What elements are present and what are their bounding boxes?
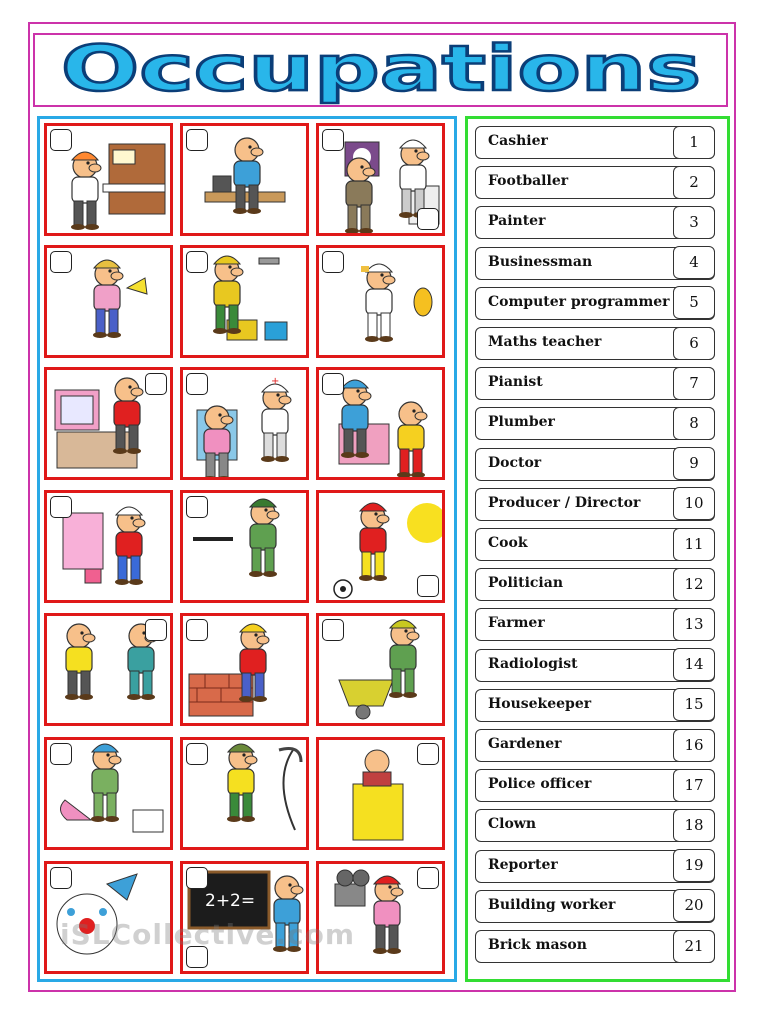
occupation-number: 20 (673, 889, 715, 922)
occupation-row (475, 407, 715, 440)
occupation-row (475, 568, 715, 601)
occupation-label: Cashier (488, 133, 548, 149)
occupation-label: Gardener (488, 736, 562, 752)
occupation-row (475, 287, 715, 320)
answer-checkbox[interactable] (50, 867, 72, 889)
occupation-row (475, 327, 715, 360)
occupation-number: 14 (673, 648, 715, 681)
occupation-number: 16 (673, 729, 715, 762)
occupation-label: Radiologist (488, 655, 578, 672)
occupation-number: 3 (673, 206, 715, 239)
occupation-label: Painter (488, 213, 546, 230)
occupation-row (475, 729, 715, 762)
occupation-label: Brick mason (488, 937, 587, 953)
answer-checkbox[interactable] (186, 373, 208, 395)
occupation-label: Plumber (488, 414, 555, 431)
occupation-row (475, 769, 715, 802)
picture-cell (180, 490, 309, 603)
answer-checkbox[interactable] (417, 208, 439, 230)
answer-checkbox[interactable] (417, 867, 439, 889)
picture-cell (180, 613, 309, 726)
occupation-label: Police officer (488, 776, 592, 793)
occupation-number: 6 (673, 327, 715, 360)
occupation-row (475, 448, 715, 481)
answer-checkbox[interactable] (322, 251, 344, 273)
occupation-label: Politician (488, 575, 564, 592)
svg-text:+: + (271, 376, 280, 387)
picture-cell (180, 367, 309, 480)
occupation-label: Cook (488, 535, 528, 551)
picture-cell (316, 737, 445, 850)
answer-checkbox[interactable] (186, 867, 208, 889)
occupation-number: 5 (673, 286, 715, 319)
occupation-label: Clown (488, 816, 537, 833)
occupation-label: Maths teacher (488, 334, 602, 350)
answer-checkbox[interactable] (50, 743, 72, 765)
picture-cell (180, 245, 309, 358)
occupation-number: 15 (673, 688, 715, 721)
page-title: Occupations (60, 35, 701, 105)
watermark: iSLCollective.com (60, 918, 356, 951)
answer-checkbox[interactable] (417, 575, 439, 597)
occupation-number: 21 (673, 930, 715, 963)
picture-cell (44, 367, 173, 480)
occupation-row (475, 809, 715, 842)
answer-checkbox[interactable] (186, 129, 208, 151)
answer-checkbox[interactable] (145, 373, 167, 395)
picture-cell (180, 123, 309, 236)
occupation-row (475, 488, 715, 521)
occupation-number: 12 (673, 568, 715, 601)
answer-checkbox[interactable] (417, 743, 439, 765)
occupation-row (475, 126, 715, 159)
chalkboard-text: 2+2= (205, 891, 256, 911)
occupation-row (475, 528, 715, 561)
occupation-number: 18 (673, 809, 715, 842)
occupation-number: 19 (673, 849, 715, 882)
occupation-label: Housekeeper (488, 695, 592, 712)
picture-cell (44, 123, 173, 236)
occupation-label: Footballer (488, 173, 569, 190)
picture-cell (316, 123, 445, 236)
occupation-label: Computer programmer (488, 293, 670, 310)
occupation-label: Reporter (488, 856, 558, 873)
picture-cell (44, 737, 173, 850)
answer-checkbox[interactable] (186, 743, 208, 765)
occupation-row (475, 608, 715, 641)
occupation-row (475, 367, 715, 400)
occupation-number: 13 (673, 608, 715, 641)
picture-cell (44, 245, 173, 358)
picture-cell (180, 737, 309, 850)
answer-checkbox[interactable] (186, 496, 208, 518)
picture-cell (316, 490, 445, 603)
occupation-row (475, 890, 715, 923)
answer-checkbox[interactable] (186, 619, 208, 641)
answer-checkbox[interactable] (322, 619, 344, 641)
occupation-label: Doctor (488, 454, 542, 471)
occupation-number: 11 (673, 528, 715, 561)
picture-cell (44, 490, 173, 603)
picture-cell (316, 245, 445, 358)
occupation-row (475, 689, 715, 722)
occupation-number: 17 (673, 769, 715, 802)
answer-checkbox[interactable] (50, 251, 72, 273)
answer-checkbox[interactable] (145, 619, 167, 641)
answer-checkbox[interactable] (50, 496, 72, 518)
occupation-row (475, 166, 715, 199)
answer-checkbox[interactable] (50, 129, 72, 151)
title-banner (33, 33, 728, 107)
occupation-number: 4 (673, 246, 715, 279)
answer-checkbox[interactable] (322, 373, 344, 395)
occupation-row (475, 649, 715, 682)
occupation-number: 1 (673, 126, 715, 159)
occupation-row (475, 247, 715, 280)
picture-cell (316, 613, 445, 726)
occupation-label: Farmer (488, 615, 545, 632)
occupation-number: 10 (673, 487, 715, 520)
occupation-number: 7 (673, 367, 715, 400)
occupation-number: 8 (673, 407, 715, 440)
picture-cell (316, 367, 445, 480)
answer-checkbox[interactable] (186, 251, 208, 273)
occupation-row (475, 206, 715, 239)
occupation-row (475, 850, 715, 883)
occupation-row (475, 930, 715, 963)
occupation-number: 9 (673, 447, 715, 480)
answer-checkbox[interactable] (322, 129, 344, 151)
occupation-label: Building worker (488, 896, 616, 913)
occupation-label: Pianist (488, 374, 543, 391)
occupation-label: Producer / Director (488, 494, 641, 511)
occupation-label: Businessman (488, 253, 593, 270)
picture-cell (44, 613, 173, 726)
page-title-art (36, 35, 726, 105)
occupation-number: 2 (673, 166, 715, 199)
